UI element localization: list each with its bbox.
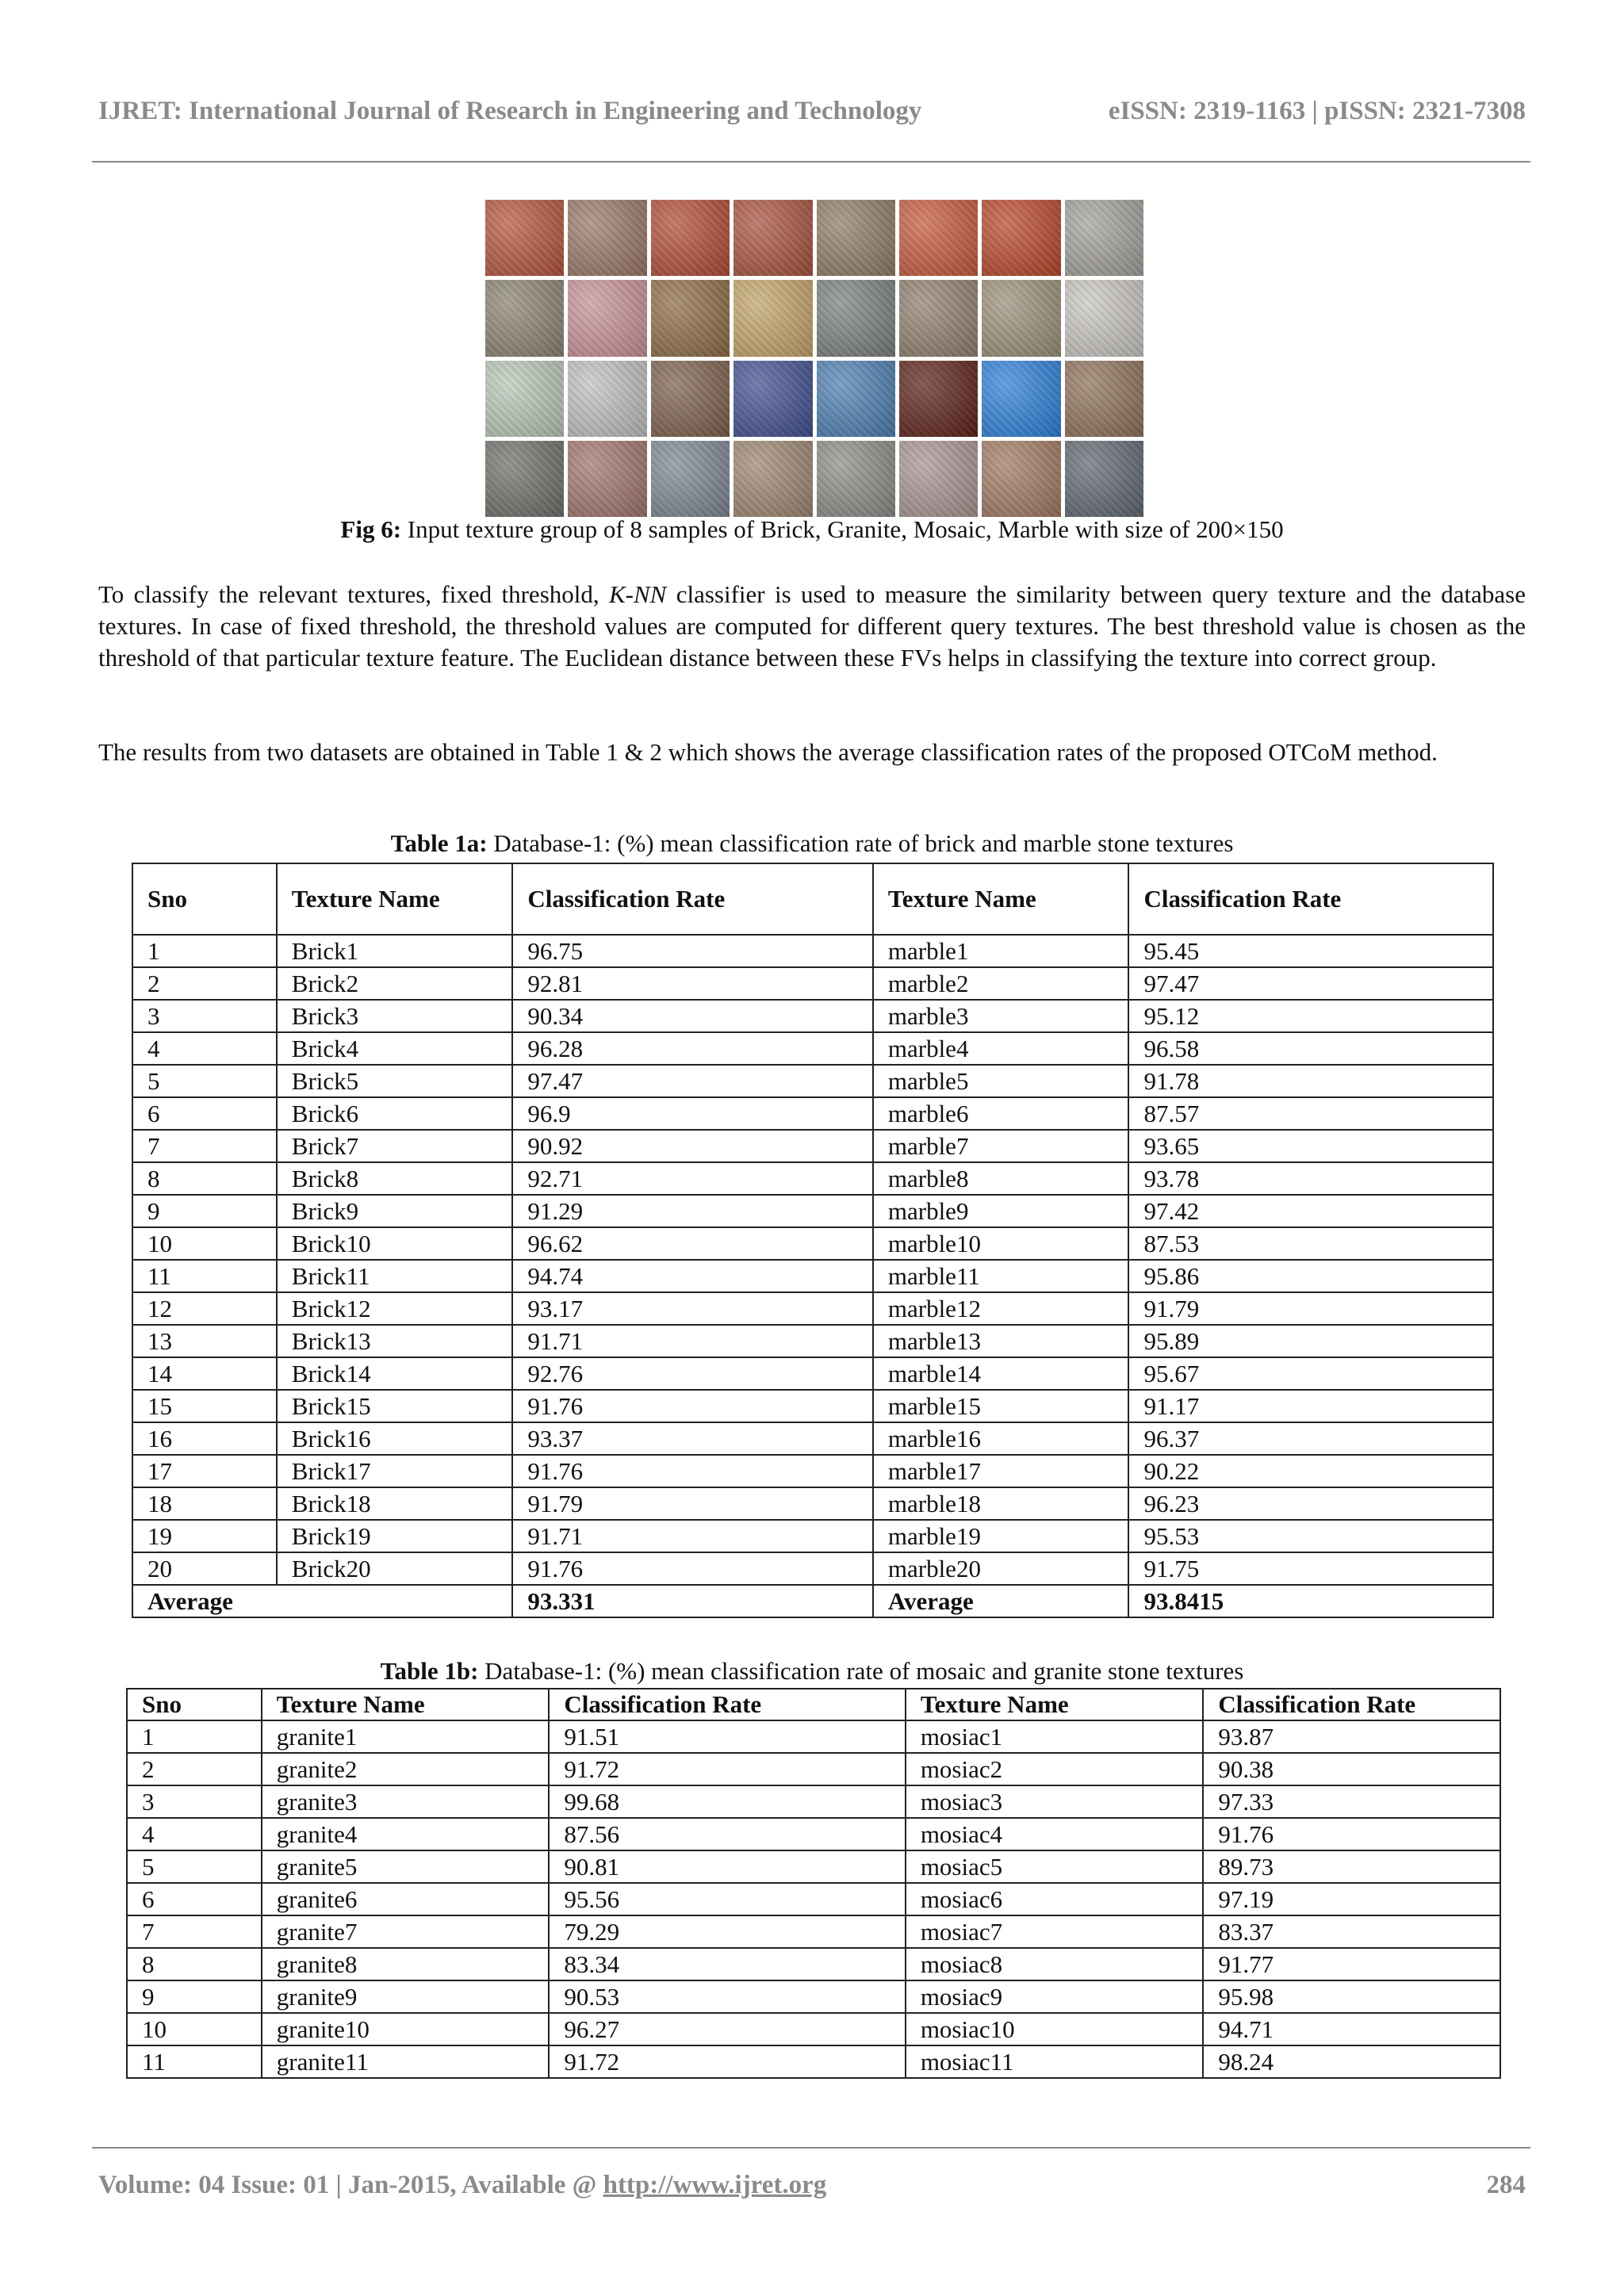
table-cell: 93.65: [1128, 1130, 1493, 1162]
texture-tile: [817, 200, 895, 276]
table-cell: Brick13: [277, 1325, 513, 1357]
table-row: [132, 1260, 1493, 1292]
table-cell: mosiac2: [906, 1753, 1204, 1785]
table-cell: mosiac8: [906, 1948, 1204, 1980]
table-cell: 4: [127, 1818, 262, 1850]
table-cell: 12: [132, 1292, 277, 1325]
table-cell: 3: [127, 1785, 262, 1818]
table-cell: 2: [132, 967, 277, 1000]
table1a-header-cell: Texture Name: [873, 863, 1129, 935]
texture-tile: [899, 200, 978, 276]
table-cell: 89.73: [1203, 1850, 1500, 1883]
table-cell: 83.37: [1203, 1915, 1500, 1948]
table-cell: 96.37: [1128, 1422, 1493, 1455]
texture-figure: [485, 200, 1143, 517]
paragraph-1-start: To classify the relevant textures, fixed threshold,: [98, 580, 609, 608]
table-cell: 11: [127, 2045, 262, 2078]
table-cell: marble6: [873, 1097, 1129, 1130]
table-row: [132, 1357, 1493, 1390]
table-cell: 96.58: [1128, 1032, 1493, 1065]
table-cell: 93.17: [512, 1292, 872, 1325]
table-cell: Brick8: [277, 1162, 513, 1195]
table-cell: 15: [132, 1390, 277, 1422]
table-row: [132, 1552, 1493, 1585]
paragraph-2: The results from two datasets are obtained in Table 1 & 2 which shows the average classification rates of the proposed OTCoM method.: [98, 738, 1438, 766]
average-value: 93.331: [512, 1585, 872, 1617]
table1a-header-cell: Classification Rate: [512, 863, 872, 935]
table-cell: 8: [127, 1948, 262, 1980]
table-row: [132, 1162, 1493, 1195]
table-cell: 90.22: [1128, 1455, 1493, 1487]
table-cell: Brick17: [277, 1455, 513, 1487]
table-cell: 17: [132, 1455, 277, 1487]
table-cell: 1: [132, 935, 277, 967]
table-cell: mosiac5: [906, 1850, 1204, 1883]
table-cell: granite8: [262, 1948, 550, 1980]
table-cell: 93.37: [512, 1422, 872, 1455]
table-row: [132, 1065, 1493, 1097]
texture-tile: [651, 200, 730, 276]
table-cell: 7: [127, 1915, 262, 1948]
texture-tile: [568, 361, 646, 437]
table-cell: 87.53: [1128, 1227, 1493, 1260]
texture-grid: [485, 200, 1143, 517]
table-cell: 91.79: [1128, 1292, 1493, 1325]
table-cell: mosiac3: [906, 1785, 1204, 1818]
table-cell: marble12: [873, 1292, 1129, 1325]
table-row: [132, 967, 1493, 1000]
table-cell: 94.74: [512, 1260, 872, 1292]
table-cell: marble4: [873, 1032, 1129, 1065]
table-cell: 8: [132, 1162, 277, 1195]
table-cell: marble17: [873, 1455, 1129, 1487]
table1a-header-cell: Classification Rate: [1128, 863, 1493, 935]
table-cell: 91.76: [512, 1390, 872, 1422]
table-cell: 91.29: [512, 1195, 872, 1227]
knn-term: K-NN: [609, 580, 667, 608]
table-cell: marble7: [873, 1130, 1129, 1162]
table-cell: 91.72: [549, 2045, 905, 2078]
table-row: [132, 1292, 1493, 1325]
table-row: [127, 1785, 1500, 1818]
texture-tile: [485, 441, 564, 517]
table-cell: 14: [132, 1357, 277, 1390]
table-cell: 93.78: [1128, 1162, 1493, 1195]
table-cell: mosiac6: [906, 1883, 1204, 1915]
table-cell: 97.47: [512, 1065, 872, 1097]
figure-caption-label: Fig 6:: [340, 515, 402, 543]
table-cell: Brick15: [277, 1390, 513, 1422]
table-row: [132, 1520, 1493, 1552]
table-cell: 96.62: [512, 1227, 872, 1260]
table-cell: marble18: [873, 1487, 1129, 1520]
texture-tile: [982, 200, 1060, 276]
table-row: [132, 1097, 1493, 1130]
table-cell: mosiac9: [906, 1980, 1204, 2013]
table1a-header-cell: Texture Name: [277, 863, 513, 935]
table-1b: [126, 1688, 1501, 2079]
table-cell: marble15: [873, 1390, 1129, 1422]
table-row: [127, 1915, 1500, 1948]
journal-title: IJRET: International Journal of Research in Engineering and Technology: [98, 97, 922, 125]
table-cell: Brick1: [277, 935, 513, 967]
paragraph-1: [98, 579, 1526, 674]
texture-tile: [651, 280, 730, 356]
texture-tile: [899, 280, 978, 356]
table-cell: 98.24: [1203, 2045, 1500, 2078]
table-cell: granite11: [262, 2045, 550, 2078]
table-cell: 90.92: [512, 1130, 872, 1162]
table-cell: Brick12: [277, 1292, 513, 1325]
table-row: [127, 1753, 1500, 1785]
table-row: [132, 1455, 1493, 1487]
table-cell: 3: [132, 1000, 277, 1032]
table-cell: 91.51: [549, 1720, 905, 1753]
table-cell: marble5: [873, 1065, 1129, 1097]
table-cell: 91.79: [512, 1487, 872, 1520]
table-row: [127, 1850, 1500, 1883]
table-cell: marble20: [873, 1552, 1129, 1585]
table-cell: Brick3: [277, 1000, 513, 1032]
table-cell: Brick2: [277, 967, 513, 1000]
table-cell: Brick6: [277, 1097, 513, 1130]
table-cell: 13: [132, 1325, 277, 1357]
table-cell: Brick20: [277, 1552, 513, 1585]
average-label: Average: [132, 1585, 512, 1617]
texture-tile: [982, 441, 1060, 517]
table-row: [127, 1883, 1500, 1915]
table-row: [132, 1130, 1493, 1162]
table-cell: 92.71: [512, 1162, 872, 1195]
table-cell: marble3: [873, 1000, 1129, 1032]
table-cell: Brick11: [277, 1260, 513, 1292]
table-cell: Brick4: [277, 1032, 513, 1065]
table-cell: 91.71: [512, 1325, 872, 1357]
table-cell: Brick18: [277, 1487, 513, 1520]
table-cell: marble11: [873, 1260, 1129, 1292]
table-cell: 95.89: [1128, 1325, 1493, 1357]
table-cell: marble14: [873, 1357, 1129, 1390]
table-row: [132, 1487, 1493, 1520]
table1b-header-cell: Texture Name: [262, 1689, 550, 1720]
table-cell: 93.87: [1203, 1720, 1500, 1753]
table-cell: 6: [132, 1097, 277, 1130]
texture-tile: [817, 361, 895, 437]
table-cell: 11: [132, 1260, 277, 1292]
texture-tile: [485, 361, 564, 437]
table-cell: 19: [132, 1520, 277, 1552]
table-cell: mosiac4: [906, 1818, 1204, 1850]
table1a-caption-text: Database-1: (%) mean classification rate of brick and marble stone textures: [487, 829, 1234, 857]
texture-tile: [817, 280, 895, 356]
table-cell: 90.34: [512, 1000, 872, 1032]
table-row: [127, 1980, 1500, 2013]
table-row: [132, 1032, 1493, 1065]
table-cell: 90.38: [1203, 1753, 1500, 1785]
table-cell: 91.76: [512, 1552, 872, 1585]
table-cell: granite1: [262, 1720, 550, 1753]
table-cell: Brick14: [277, 1357, 513, 1390]
texture-tile: [733, 361, 812, 437]
table-cell: 91.72: [549, 1753, 905, 1785]
table-cell: Brick19: [277, 1520, 513, 1552]
table-cell: 96.23: [1128, 1487, 1493, 1520]
table-cell: 2: [127, 1753, 262, 1785]
texture-tile: [733, 200, 812, 276]
table-cell: marble9: [873, 1195, 1129, 1227]
page-number: 284: [1486, 2171, 1526, 2199]
journal-link[interactable]: http://www.ijret.org: [603, 2171, 827, 2199]
texture-tile: [817, 441, 895, 517]
table-cell: 91.17: [1128, 1390, 1493, 1422]
table-cell: 90.81: [549, 1850, 905, 1883]
table-cell: marble19: [873, 1520, 1129, 1552]
issn-text: eISSN: 2319-1163 | pISSN: 2321-7308: [1108, 97, 1526, 125]
table-cell: 18: [132, 1487, 277, 1520]
table-cell: granite9: [262, 1980, 550, 2013]
table-cell: 95.98: [1203, 1980, 1500, 2013]
table1a-caption: [0, 829, 1624, 858]
table-cell: 95.86: [1128, 1260, 1493, 1292]
table-cell: 97.47: [1128, 967, 1493, 1000]
running-header: [98, 97, 1526, 132]
table-cell: 91.76: [512, 1455, 872, 1487]
texture-tile: [485, 200, 564, 276]
table-row: [132, 1195, 1493, 1227]
figure-caption: [0, 515, 1624, 544]
table1b-header-cell: Sno: [127, 1689, 262, 1720]
table-cell: 87.56: [549, 1818, 905, 1850]
table1b-caption: [0, 1657, 1624, 1686]
table-cell: 91.71: [512, 1520, 872, 1552]
table-cell: granite3: [262, 1785, 550, 1818]
table1a-header-row: [132, 863, 1493, 935]
table-row: [127, 1720, 1500, 1753]
table-cell: marble1: [873, 935, 1129, 967]
table1b-header-row: [127, 1689, 1500, 1720]
table-row: [132, 1390, 1493, 1422]
table-cell: 94.71: [1203, 2013, 1500, 2045]
table-cell: 7: [132, 1130, 277, 1162]
table-cell: 91.76: [1203, 1818, 1500, 1850]
table-cell: granite6: [262, 1883, 550, 1915]
table1b-caption-label: Table 1b:: [380, 1657, 479, 1685]
footer-volume: Volume: 04 Issue: 01 | Jan-2015, Available @: [98, 2171, 603, 2199]
table1b-caption-text: Database-1: (%) mean classification rate of mosaic and granite stone textures: [478, 1657, 1244, 1685]
table-cell: 99.68: [549, 1785, 905, 1818]
table-cell: Brick16: [277, 1422, 513, 1455]
texture-tile: [568, 200, 646, 276]
table-cell: 10: [132, 1227, 277, 1260]
table1b-header-cell: Texture Name: [906, 1689, 1204, 1720]
table-cell: 92.81: [512, 967, 872, 1000]
texture-tile: [899, 441, 978, 517]
table-row: [127, 2045, 1500, 2078]
table-cell: marble8: [873, 1162, 1129, 1195]
table-cell: 97.33: [1203, 1785, 1500, 1818]
table-cell: mosiac1: [906, 1720, 1204, 1753]
table-row: [132, 1422, 1493, 1455]
texture-tile: [899, 361, 978, 437]
table-1a: [132, 863, 1494, 1618]
texture-tile: [1065, 280, 1143, 356]
texture-tile: [982, 361, 1060, 437]
table-cell: Brick7: [277, 1130, 513, 1162]
table-row: [132, 1000, 1493, 1032]
table-cell: marble2: [873, 967, 1129, 1000]
table-row: [132, 1227, 1493, 1260]
table1b-header-cell: Classification Rate: [549, 1689, 905, 1720]
table-cell: 6: [127, 1883, 262, 1915]
table-cell: 95.53: [1128, 1520, 1493, 1552]
table-cell: marble16: [873, 1422, 1129, 1455]
texture-tile: [568, 280, 646, 356]
table-cell: 87.57: [1128, 1097, 1493, 1130]
table-cell: 95.45: [1128, 935, 1493, 967]
table-cell: 96.75: [512, 935, 872, 967]
table-cell: 79.29: [549, 1915, 905, 1948]
table-cell: 97.19: [1203, 1883, 1500, 1915]
table1a-caption-label: Table 1a:: [390, 829, 488, 857]
table-cell: 91.78: [1128, 1065, 1493, 1097]
table-cell: 96.9: [512, 1097, 872, 1130]
paragraph-1-rest: classifier is used to measure the similarity between query texture and the database textures. In case of fixed threshold, the threshold values are computed for different query textures. The best threshold value is chosen as the threshold of that particular texture feature. The Euclidean distance between these FVs helps in classifying the texture into correct group.: [98, 580, 1526, 672]
table-cell: marble13: [873, 1325, 1129, 1357]
texture-tile: [651, 441, 730, 517]
table-cell: 9: [132, 1195, 277, 1227]
header-rule: [92, 161, 1530, 163]
texture-tile: [982, 280, 1060, 356]
table1b-header-cell: Classification Rate: [1203, 1689, 1500, 1720]
table-row: [127, 2013, 1500, 2045]
table-cell: 95.12: [1128, 1000, 1493, 1032]
table-cell: Brick9: [277, 1195, 513, 1227]
table-cell: Brick10: [277, 1227, 513, 1260]
texture-tile: [1065, 361, 1143, 437]
texture-tile: [1065, 441, 1143, 517]
footer-rule: [92, 2147, 1530, 2149]
texture-tile: [651, 361, 730, 437]
table-cell: granite7: [262, 1915, 550, 1948]
table-cell: granite5: [262, 1850, 550, 1883]
table-cell: 16: [132, 1422, 277, 1455]
texture-tile: [733, 280, 812, 356]
table-cell: mosiac10: [906, 2013, 1204, 2045]
table-cell: 96.28: [512, 1032, 872, 1065]
average-label: Average: [873, 1585, 1129, 1617]
table-cell: 83.34: [549, 1948, 905, 1980]
table-cell: 10: [127, 2013, 262, 2045]
table-cell: granite2: [262, 1753, 550, 1785]
table-cell: mosiac11: [906, 2045, 1204, 2078]
table-cell: 92.76: [512, 1357, 872, 1390]
texture-tile: [733, 441, 812, 517]
table-cell: 1: [127, 1720, 262, 1753]
table-row: [127, 1818, 1500, 1850]
table-cell: granite4: [262, 1818, 550, 1850]
table-cell: 95.67: [1128, 1357, 1493, 1390]
table-cell: marble10: [873, 1227, 1129, 1260]
average-row: [132, 1585, 1493, 1617]
table-cell: 97.42: [1128, 1195, 1493, 1227]
table-cell: 95.56: [549, 1883, 905, 1915]
table-cell: 96.27: [549, 2013, 905, 2045]
figure-caption-text: Input texture group of 8 samples of Brick, Granite, Mosaic, Marble with size of 200×150: [401, 515, 1284, 543]
table-cell: 20: [132, 1552, 277, 1585]
table-row: [127, 1948, 1500, 1980]
texture-tile: [1065, 200, 1143, 276]
texture-tile: [568, 441, 646, 517]
table-cell: mosiac7: [906, 1915, 1204, 1948]
table-cell: 9: [127, 1980, 262, 2013]
table-row: [132, 935, 1493, 967]
table-cell: 91.75: [1128, 1552, 1493, 1585]
table1a-header-cell: Sno: [132, 863, 277, 935]
table-cell: 5: [127, 1850, 262, 1883]
table-cell: 4: [132, 1032, 277, 1065]
table-row: [132, 1325, 1493, 1357]
average-value: 93.8415: [1128, 1585, 1493, 1617]
table-cell: 90.53: [549, 1980, 905, 2013]
table-cell: 91.77: [1203, 1948, 1500, 1980]
table-cell: granite10: [262, 2013, 550, 2045]
texture-tile: [485, 280, 564, 356]
table-cell: Brick5: [277, 1065, 513, 1097]
table-cell: 5: [132, 1065, 277, 1097]
